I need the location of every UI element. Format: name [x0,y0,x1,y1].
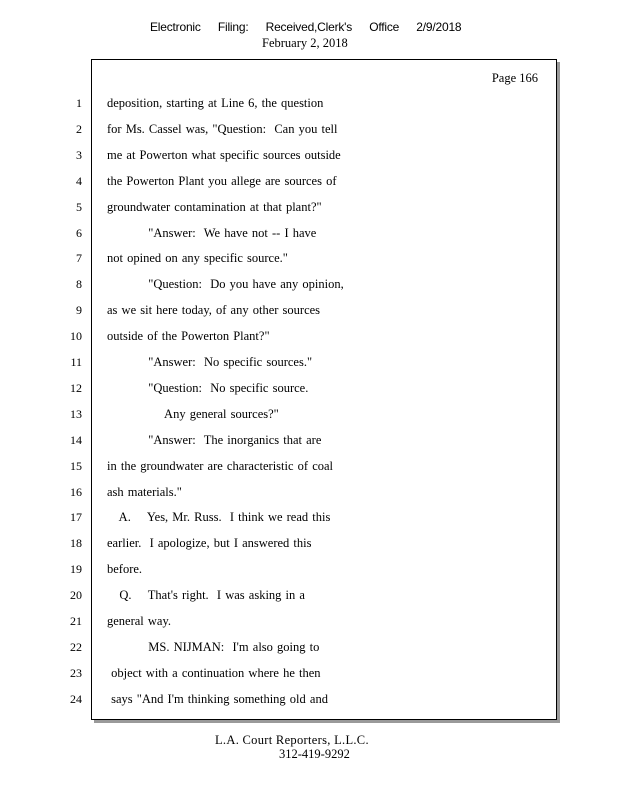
filing-stamp-word: Received,Clerk's [265,20,353,34]
filing-stamp [150,20,470,34]
transcript-line-text: in the groundwater are characteristic of coal [107,459,334,473]
line-number: 18 [70,536,82,550]
transcript-line-text: earlier. I apologize, but I answered this [107,536,312,550]
page-number: Page 166 [491,71,538,85]
line-number: 11 [70,355,82,369]
transcript-line-text: for Ms. Cassel was, "Question: Can you tell [107,122,338,136]
transcript-line-text: MS. NIJMAN: I'm also going to [107,640,320,654]
transcript-line-text: groundwater contamination at that plant?" [107,200,322,214]
transcript-line-text: not opined on any specific source." [107,251,288,265]
line-number: 19 [70,562,82,576]
line-number: 8 [76,277,82,291]
transcript-line-text: outside of the Powerton Plant?" [107,329,270,343]
transcript-line-text: the Powerton Plant you allege are sources of [107,174,337,188]
transcript-line-text: says "And I'm thinking something old and [107,692,328,706]
line-number: 5 [76,200,82,214]
transcript-line-text: A. Yes, Mr. Russ. I think we read this [107,510,331,524]
filing-stamp-word: Filing: [217,20,249,34]
transcript-line-text: as we sit here today, of any other sources [107,303,321,317]
transcript-line-text: general way. [107,614,172,628]
line-number: 2 [76,122,82,136]
deposition-date: February 2, 2018 [262,36,348,50]
reporter-phone: 312-419-9292 [279,747,350,761]
line-number: 12 [70,381,82,395]
filing-stamp-word: Electronic [150,20,201,34]
line-number: 17 [70,510,82,524]
line-number: 1 [76,96,82,110]
line-number: 13 [70,407,82,421]
transcript-line-text: deposition, starting at Line 6, the question [107,96,324,110]
line-number: 7 [76,251,82,265]
line-number: 21 [70,614,82,628]
transcript-line-text: Any general sources?" [107,407,279,421]
line-number: 20 [70,588,82,602]
line-number: 24 [70,692,82,706]
line-number: 10 [70,329,82,343]
line-number: 3 [76,148,82,162]
line-number: 6 [76,226,82,240]
transcript-line-text: me at Powerton what specific sources outside [107,148,341,162]
transcript-line-text: object with a continuation where he then [107,666,321,680]
transcript-line-text: "Answer: We have not -- I have [107,226,317,240]
filing-stamp-word: 2/9/2018 [416,20,462,34]
filing-stamp-word: Office [369,20,400,34]
transcript-line-text: "Question: No specific source. [107,381,309,395]
line-number: 15 [70,459,82,473]
line-number: 23 [70,666,82,680]
transcript-line-text: before. [107,562,143,576]
transcript-line-text: ash materials." [107,485,182,499]
line-number: 9 [76,303,82,317]
line-number: 16 [70,485,82,499]
transcript-line-text: "Answer: No specific sources." [107,355,313,369]
line-number: 14 [70,433,82,447]
line-number: 4 [76,174,82,188]
transcript-line-text: Q. That's right. I was asking in a [107,588,305,602]
transcript-line-text: "Question: Do you have any opinion, [107,277,344,291]
line-number: 22 [70,640,82,654]
transcript-line-text: "Answer: The inorganics that are [107,433,322,447]
reporter-company: L.A. Court Reporters, L.L.C. [215,733,369,747]
